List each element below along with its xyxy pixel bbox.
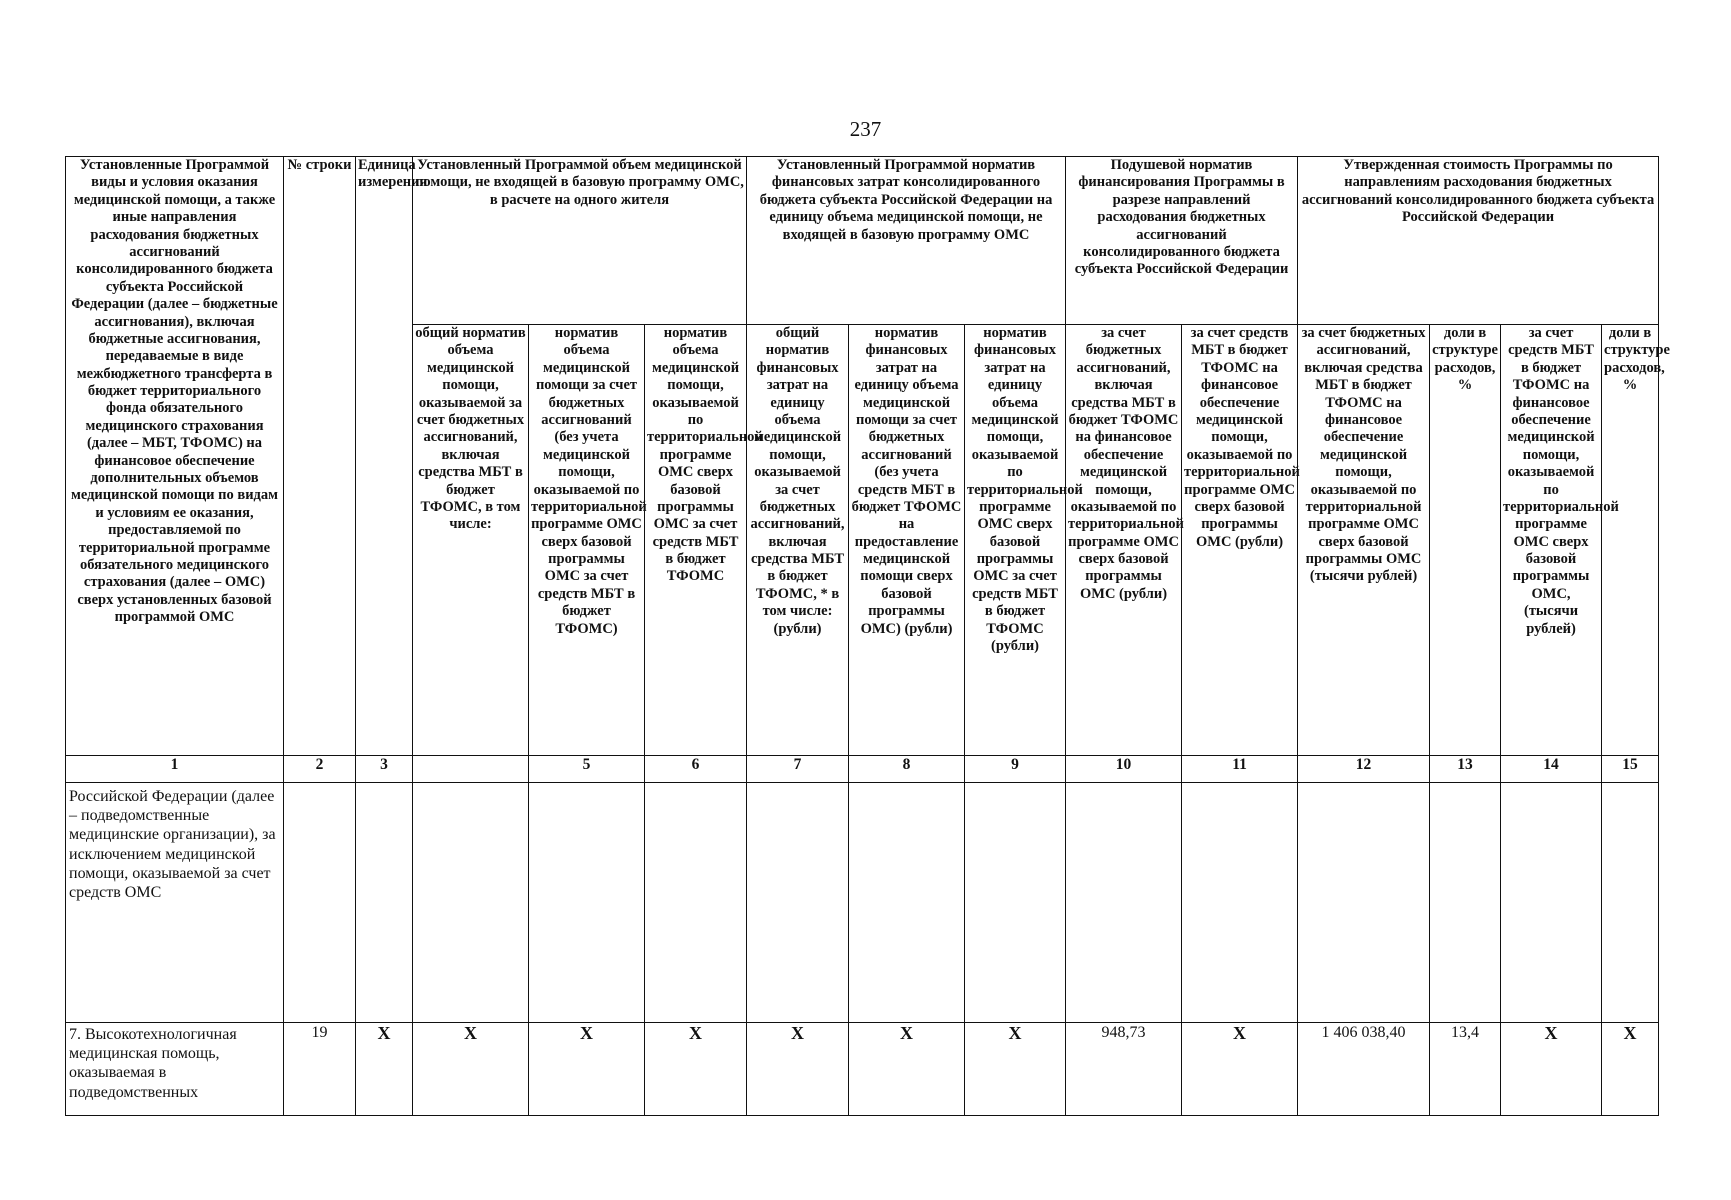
column-number: 6 <box>645 756 747 783</box>
table-row <box>66 783 1659 1023</box>
row-description: Российской Федерации (далее – подведомственные медицинские организации), за исключением медицинской помощи, оказываемой за счет средств ОМС <box>66 783 284 1023</box>
column-number: 14 <box>1501 756 1602 783</box>
column-number: 15 <box>1602 756 1659 783</box>
table-cell: Х <box>747 1023 849 1116</box>
subheader-col15: доли в структуре расходов, % <box>1602 325 1659 756</box>
subheader-col14: за счет средств МБТ в бюджет ТФОМС на финансовое обеспечение медицинской помощи, оказываемой по территориальной программе ОМС сверх базовой программы ОМС, (тысячи рублей) <box>1501 325 1602 756</box>
table-cell <box>1182 783 1298 1023</box>
header-normative-group: Установленный Программой норматив финансовых затрат консолидированного бюджета субъекта Российской Федерации на единицу объема медицинской помощи, не входящей в базовую программу ОМС <box>747 157 1066 325</box>
column-number: 7 <box>747 756 849 783</box>
column-number: 10 <box>1066 756 1182 783</box>
column-number: 3 <box>356 756 413 783</box>
row-description: 7. Высокотехнологичная медицинская помощь, оказываемая в подведомственных <box>66 1023 284 1116</box>
subheader-col12: за счет бюджетных ассигнований, включая средства МБТ в бюджет ТФОМС на финансовое обеспечение медицинской помощи, оказываемой по территориальной программе ОМС сверх базовой программы ОМС (тысячи рублей) <box>1298 325 1430 756</box>
column-number: 5 <box>529 756 645 783</box>
header-program-types: Установленные Программой виды и условия оказания медицинской помощи, а также иные направления расходования бюджетных ассигнований консолидированного бюджета субъекта Российской Федерации (далее – бюджетные ассигнования), включая бюджетные ассигнования, передаваемые в виде межбюджетного трансферта в бюджет территориального фонда обязательного медицинского страхования (далее – МБТ, ТФОМС) на финансовое обеспечение дополнительных объемов медицинской помощи по видам и условиям ее оказания, предоставляемой по территориальной программе обязательного медицинского страхования (далее – ОМС) сверх установленных базовой программой ОМС <box>66 157 284 756</box>
table-cell: Х <box>849 1023 965 1116</box>
table-cell: Х <box>356 1023 413 1116</box>
table-cell <box>529 783 645 1023</box>
subheader-col9: норматив финансовых затрат на единицу объема медицинской помощи, оказываемой по территориальной программе ОМС сверх базовой программы ОМС за счет средств МБТ в бюджет ТФОМС (рубли) <box>965 325 1066 756</box>
table-cell <box>1501 783 1602 1023</box>
table-cell: Х <box>1602 1023 1659 1116</box>
table-cell <box>1602 783 1659 1023</box>
share-value: 13,4 <box>1430 1023 1501 1116</box>
column-number: 12 <box>1298 756 1430 783</box>
header-per-capita-group: Подушевой норматив финансирования Программы в разрезе направлений расходования бюджетных ассигнований консолидированного бюджета субъекта Российской Федерации <box>1066 157 1298 325</box>
table-cell <box>284 783 356 1023</box>
column-number: 8 <box>849 756 965 783</box>
header-unit: Единица измерения <box>356 157 413 756</box>
table-cell: Х <box>1182 1023 1298 1116</box>
cost-value: 1 406 038,40 <box>1298 1023 1430 1116</box>
header-cost-group: Утвержденная стоимость Программы по направлениям расходования бюджетных ассигнований консолидированного бюджета субъекта Российской Федерации <box>1298 157 1659 325</box>
header-row-number: № строки <box>284 157 356 756</box>
table-cell <box>1298 783 1430 1023</box>
column-number <box>413 756 529 783</box>
table-cell: Х <box>965 1023 1066 1116</box>
table-cell <box>1066 783 1182 1023</box>
subheader-col13: доли в структуре расходов, % <box>1430 325 1501 756</box>
per-capita-value: 948,73 <box>1066 1023 1182 1116</box>
column-number: 13 <box>1430 756 1501 783</box>
subheader-col5: норматив объема медицинской помощи за счет бюджетных ассигнований (без учета медицинской помощи, оказываемой по территориальной программе ОМС сверх базовой программы ОМС за счет средств МБТ в бюджет ТФОМС) <box>529 325 645 756</box>
budget-table <box>65 156 1670 1116</box>
table-cell <box>356 783 413 1023</box>
table-cell <box>849 783 965 1023</box>
table-cell: Х <box>413 1023 529 1116</box>
table-cell <box>645 783 747 1023</box>
header-volume-group: Установленный Программой объем медицинской помощи, не входящей в базовую программу ОМС, в расчете на одного жителя <box>413 157 747 325</box>
table-cell: Х <box>645 1023 747 1116</box>
table-cell: Х <box>1501 1023 1602 1116</box>
subheader-col11: за счет средств МБТ в бюджет ТФОМС на финансовое обеспечение медицинской помощи, оказываемой по территориальной программе ОМС сверх базовой программы ОМС (рубли) <box>1182 325 1298 756</box>
page-number: 237 <box>849 117 882 141</box>
table-cell <box>1430 783 1501 1023</box>
subheader-col4: общий норматив объема медицинской помощи, оказываемой за счет бюджетных ассигнований, включая средства МБТ в бюджет ТФОМС, в том числе: <box>413 325 529 756</box>
table-cell <box>965 783 1066 1023</box>
subheader-col6: норматив объема медицинской помощи, оказываемой по территориальной программе ОМС сверх базовой программы ОМС за счет средств МБТ в бюджет ТФОМС <box>645 325 747 756</box>
table-cell: Х <box>529 1023 645 1116</box>
table-row <box>66 1023 1659 1116</box>
column-number: 9 <box>965 756 1066 783</box>
table-cell <box>413 783 529 1023</box>
column-number: 2 <box>284 756 356 783</box>
column-number: 1 <box>66 756 284 783</box>
subheader-col7: общий норматив финансовых затрат на единицу объема медицинской помощи, оказываемой за счет бюджетных ассигнований, включая средства МБТ в бюджет ТФОМС, * в том числе: (рубли) <box>747 325 849 756</box>
row-number-cell: 19 <box>284 1023 356 1116</box>
subheader-col8: норматив финансовых затрат на единицу объема медицинской помощи за счет бюджетных ассигнований (без учета средств МБТ в бюджет ТФОМС на предоставление медицинской помощи сверх базовой программы ОМС) (рубли) <box>849 325 965 756</box>
table-cell <box>747 783 849 1023</box>
subheader-col10: за счет бюджетных ассигнований, включая средства МБТ в бюджет ТФОМС на финансовое обеспечение медицинской помощи, оказываемой по территориальной программе ОМС сверх базовой программы ОМС (рубли) <box>1066 325 1182 756</box>
column-number: 11 <box>1182 756 1298 783</box>
